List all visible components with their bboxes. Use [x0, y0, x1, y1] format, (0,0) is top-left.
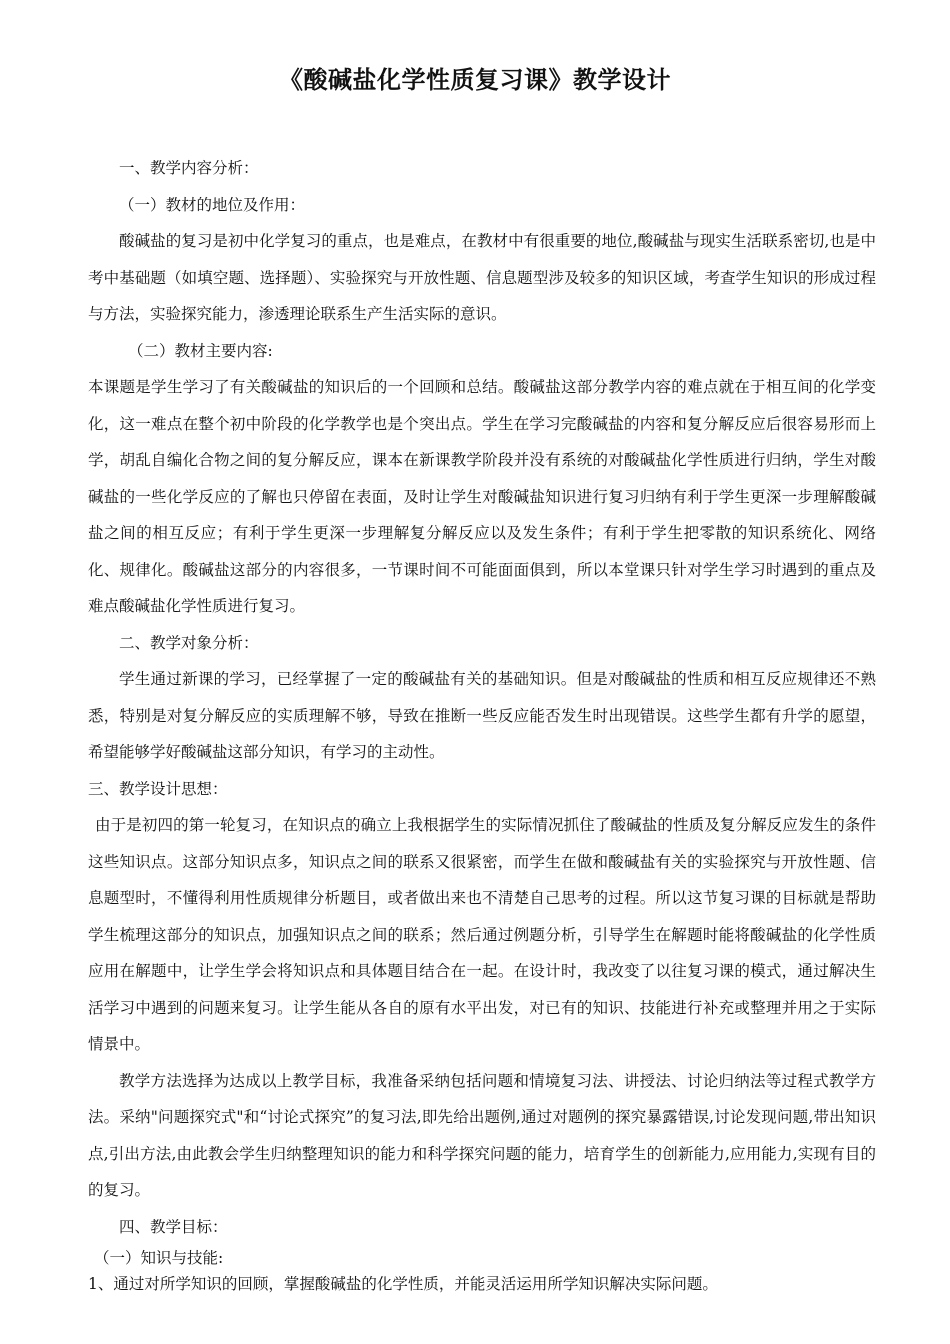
paragraph-textbook-role: 酸碱盐的复习是初中化学复习的重点，也是难点，在教材中有很重要的地位,酸碱盐与现实生活联系密切,也是中考中基础题（如填空题、选择题）、实验探究与开放性题、信息题型涉及较多的知识区域，考查学生知识的形成过程与方法，实验探究能力，渗透理论联系生产生活实际的意识。: [88, 232, 876, 323]
document-body: [88, 150, 876, 1297]
paragraph-teaching-method: 教学方法选择为达成以上教学目标，我准备采纳包括问题和情境复习法、讲授法、讨论归纳法等过程式教学方法。采纳"问题探究式"和“讨论式探究”的复习法,即先给出题例,通过对题例的探究暴露错误,讨论发现问题,带出知识点,引出方法,由此教会学生归纳整理知识的能力和科学探究问题的能力，培育学生的创新能力,应用能力,实现有目的的复习。: [88, 1071, 876, 1199]
section-heading-teaching-goals: 四、教学目标：: [119, 1217, 228, 1236]
list-item-goal-1: 1、通过对所学知识的回顾，掌握酸碱盐的化学性质，并能灵活运用所学知识解决实际问题。: [88, 1275, 718, 1293]
subheading-knowledge-skills: （一）知识与技能:: [94, 1249, 224, 1267]
section-heading-content-analysis: 一、教学内容分析：: [119, 159, 259, 177]
section-heading-student-analysis: 二、教学对象分析：: [119, 633, 259, 652]
paragraph-design-idea: 由于是初四的第一轮复习，在知识点的确立上我根据学生的实际情况抓住了酸碱盐的性质及复分解反应发生的条件这些知识点。这部分知识点多，知识点之间的联系又很紧密，而学生在做和酸碱盐有关的实验探究与开放性题、信息题型时，不懂得利用性质规律分析题目，或者做出来也不清楚自己思考的过程。所以这节复习课的目标就是帮助学生梳理这部分的知识点，加强知识点之间的联系；然后通过例题分析，引导学生在解题时能将酸碱盐的化学性质应用在解题中，让学生学会将知识点和具体题目结合在一起。在设计时，我改变了以往复习课的模式，通过解决生活学习中遇到的问题来复习。让学生能从各自的原有水平出发，对已有的知识、技能进行补充或整理并用之于实际情景中。: [88, 816, 876, 1053]
document-title: 《酸碱盐化学性质复习课》教学设计: [279, 65, 671, 94]
section-heading-design-idea: 三、教学设计思想：: [88, 779, 228, 798]
subheading-textbook-role: （一）教材的地位及作用：: [119, 195, 306, 214]
subheading-main-content: （二）教材主要内容:: [128, 341, 273, 360]
paragraph-main-content: 本课题是学生学习了有关酸碱盐的知识后的一个回顾和总结。酸碱盐这部分教学内容的难点就在于相互间的化学变化，这一难点在整个初中阶段的化学教学也是个突出点。学生在学习完酸碱盐的内容和复分解反应后很容易形而上学，胡乱自编化合物之间的复分解反应，课本在新课教学阶段并没有系统的对酸碱盐化学性质进行归纳，学生对酸碱盐的一些化学反应的了解也只停留在表面，及时让学生对酸碱盐知识进行复习归纳有利于学生更深一步理解酸碱盐之间的相互反应；有利于学生更深一步理解复分解反应以及发生条件；有利于学生把零散的知识系统化、网络化、规律化。酸碱盐这部分的内容很多，一节课时间不可能面面俱到，所以本堂课只针对学生学习时遇到的重点及难点酸碱盐化学性质进行复习。: [88, 378, 876, 615]
paragraph-student-analysis: 学生通过新课的学习，已经掌握了一定的酸碱盐有关的基础知识。但是对酸碱盐的性质和相互反应规律还不熟悉，特别是对复分解反应的实质理解不够，导致在推断一些反应能否发生时出现错误。这些学生都有升学的愿望，希望能够学好酸碱盐这部分知识，有学习的主动性。: [88, 670, 876, 761]
